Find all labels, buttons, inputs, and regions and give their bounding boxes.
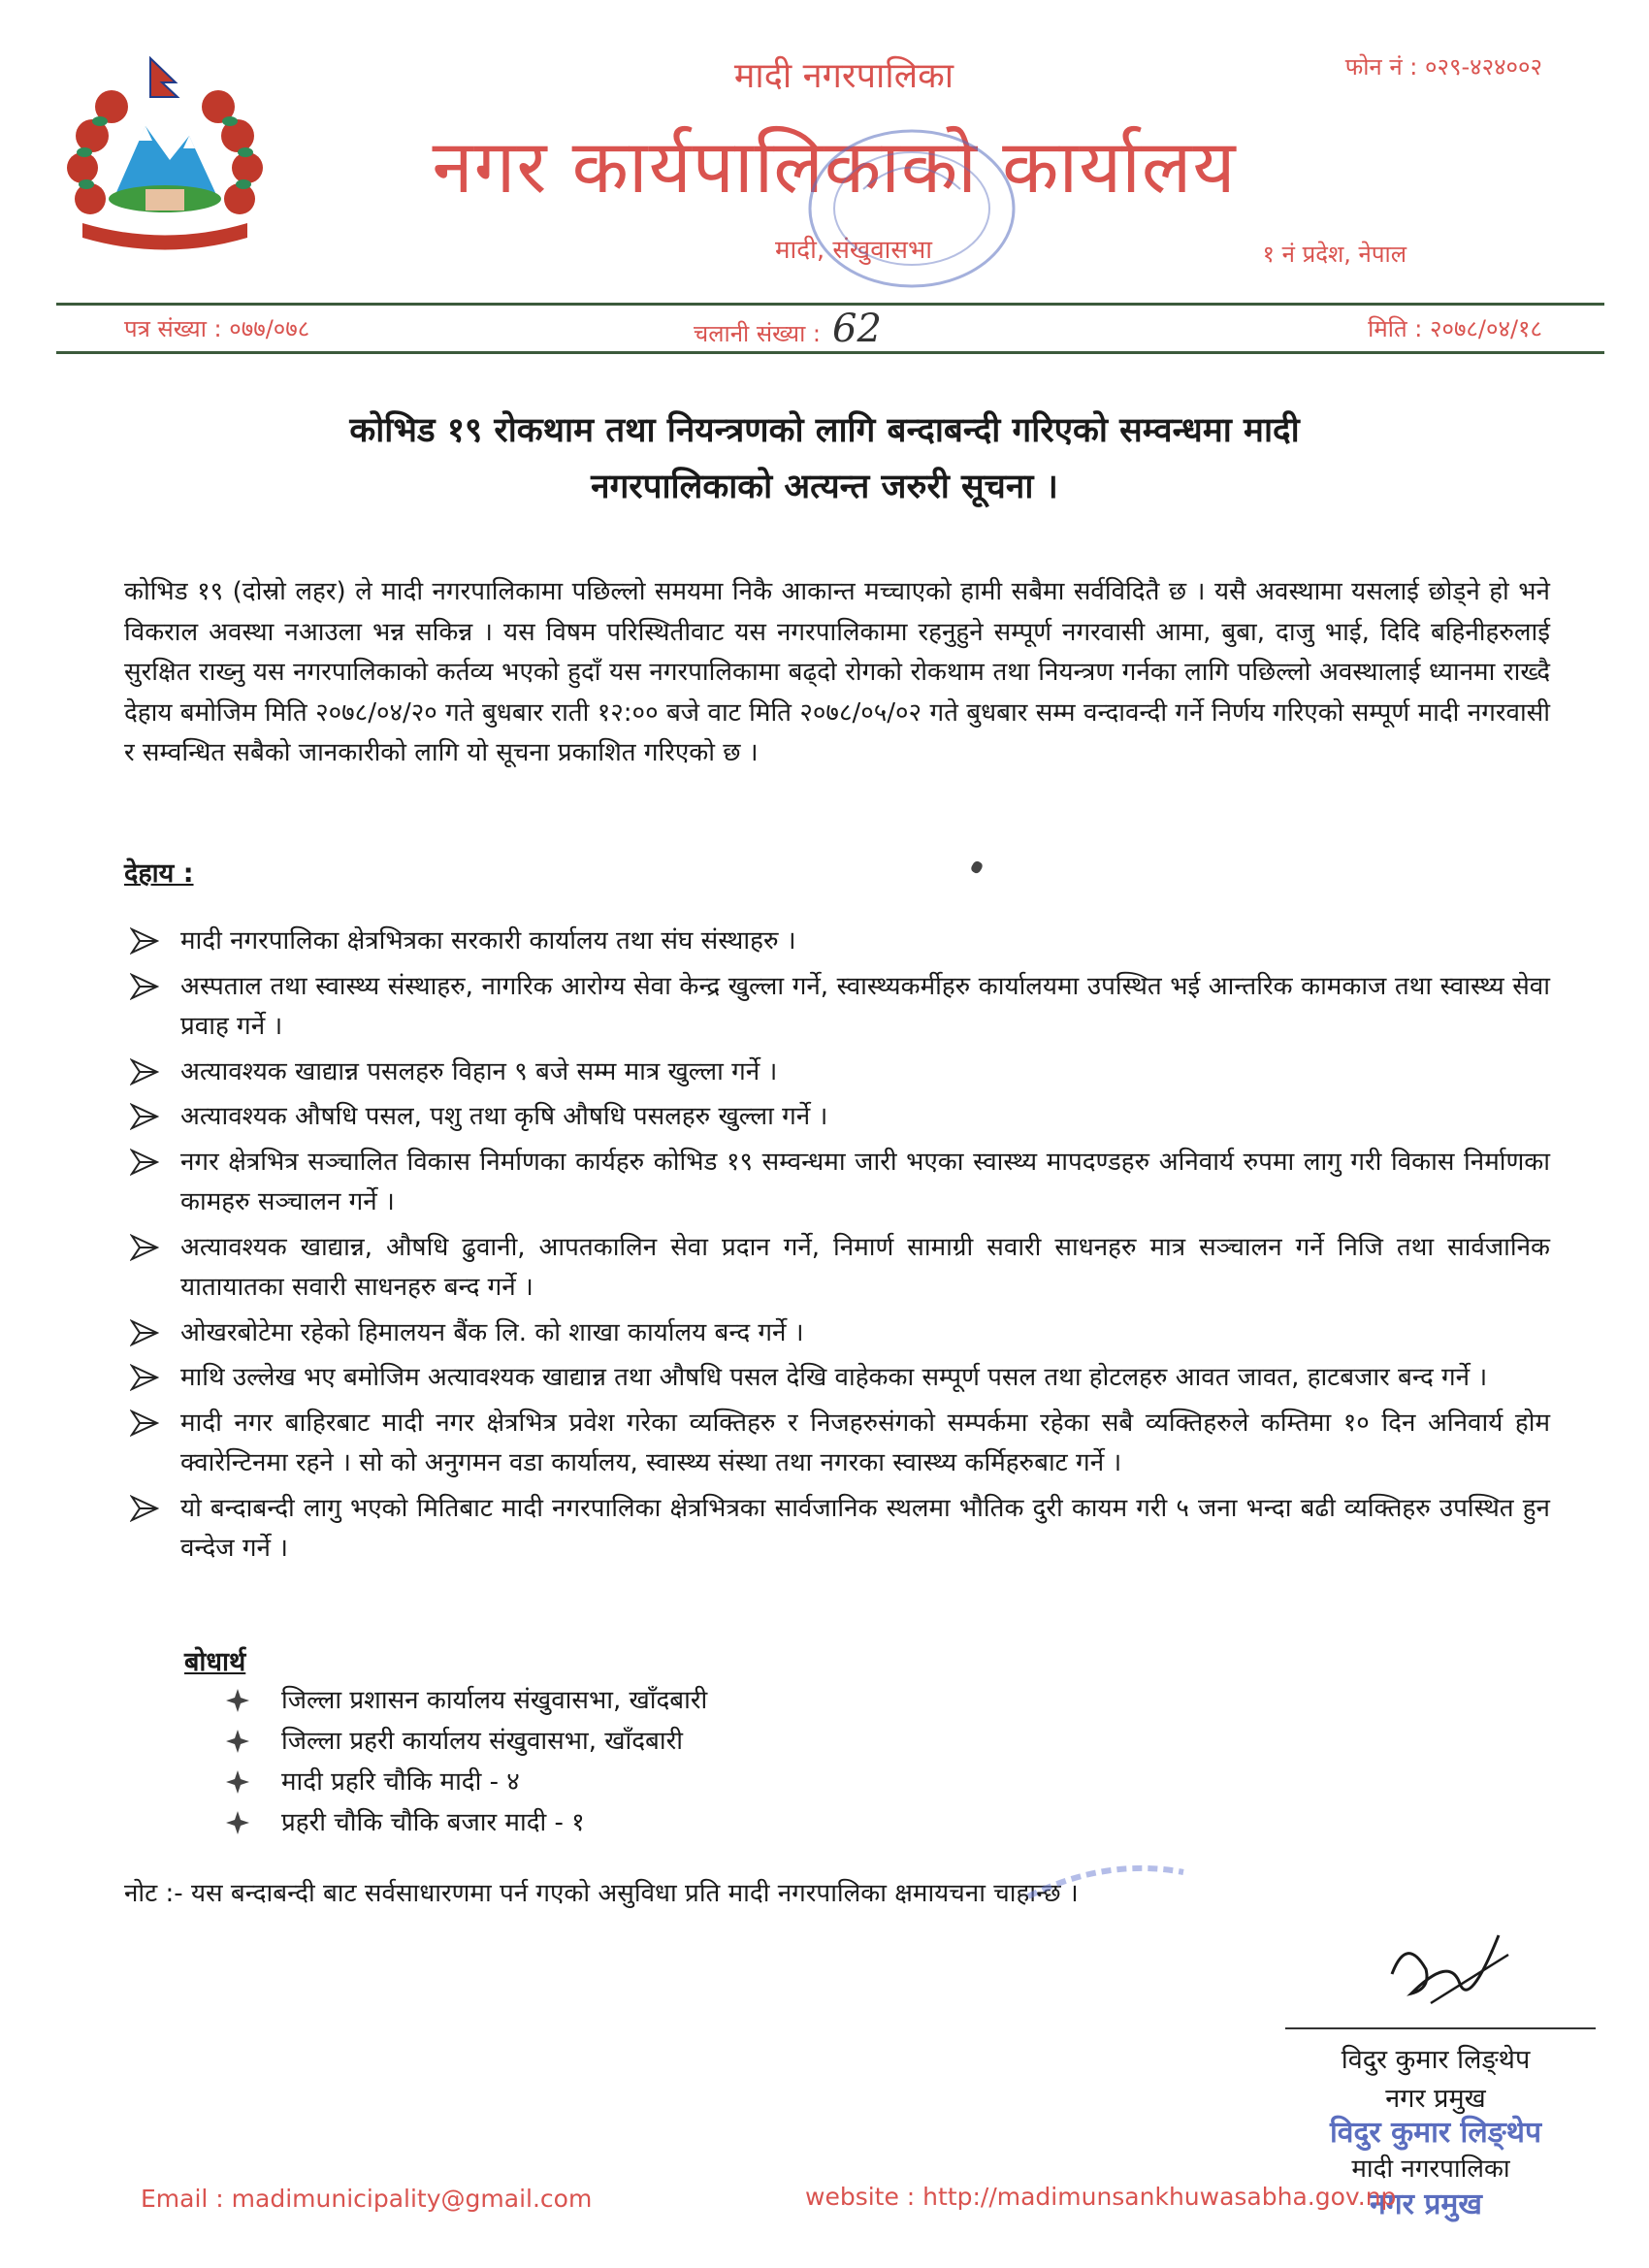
list-item-text: यो बन्दाबन्दी लागु भएको मितिबाट मादी नगरपालिका क्षेत्रभित्रका सार्वजानिक स्थलमा भौतिक दुरी कायम गरी ५ जना भन्दा बढी व्यक्तिहरु उपस्थित हुन वन्देज गर्ने । [180, 1493, 1550, 1563]
list-item [124, 1053, 1550, 1093]
faint-stamp-mark [1018, 1853, 1193, 1911]
cc-item [225, 1721, 707, 1762]
arrow-bullet-icon [130, 1409, 159, 1437]
diamond-bullet-icon [225, 1729, 250, 1754]
arrow-bullet-icon [130, 927, 159, 955]
office-name: नगर कार्यपालिकाको कार्यालय [432, 123, 1237, 210]
cc-item-text: जिल्ला प्रशासन कार्यालय संखुवासभा, खाँदबारी [281, 1686, 708, 1715]
list-item-text: ओखरबोटेमा रहेको हिमालयन बैंक लि. को शाखा कार्यालय बन्द गर्ने । [180, 1317, 804, 1347]
cc-title: बोधार्थ [184, 1647, 246, 1677]
list-item-text: नगर क्षेत्रभित्र सञ्चालित विकास निर्माणका कार्यहरु कोभिड १९ सम्वन्धमा जारी भएका स्वास्थ्य मापदण्डहरु अनिवार्य रुपमा लागु गरी विकास निर्माणका कामहरु सञ्चालन गर्ने । [180, 1147, 1550, 1216]
cc-item-text: जिल्ला प्रहरी कार्यालय संखुवासभा, खाँदबारी [281, 1727, 684, 1756]
list-item [124, 1489, 1550, 1570]
diamond-bullet-icon [225, 1688, 250, 1713]
municipality-name: मादी नगरपालिका [733, 56, 954, 96]
letter-date: मिति : २०७८/०४/१८ [1368, 315, 1542, 342]
round-office-seal-stamp [795, 116, 1028, 301]
list-item-text: मादी नगर बाहिरबाट मादी नगर क्षेत्रभित्र प्रवेश गरेका व्यक्तिहरु र निजहरुसंगको सम्पर्कमा रहेका सबै व्यक्तिहरुले कम्तिमा १० दिन अनिवार्य होम क्वारेन्टिनमा रहने । सो को अनुगमन वडा कार्यालय, स्वास्थ्य संस्था तथा नगरका स्वास्थ्य कर्मिहरुबाट गर्ने । [180, 1408, 1550, 1477]
list-item [124, 1097, 1550, 1138]
cc-item [225, 1680, 707, 1721]
list-item [124, 1358, 1550, 1399]
arrow-bullet-icon [130, 1319, 159, 1346]
list-item [124, 1143, 1550, 1223]
footer-email: Email : madimunicipality@gmail.com [141, 2185, 593, 2213]
footer-website: website : http://madimunsankhuwasabha.gov.np [805, 2183, 1397, 2211]
signatory-title: नगर प्रमुख [1385, 2084, 1486, 2114]
province-label: १ नं प्रदेश, नेपाल [1262, 241, 1406, 268]
arrow-bullet-icon [130, 1364, 159, 1391]
cc-item-text: प्रहरी चौकि चौकि बजार मादी - १ [281, 1808, 585, 1837]
list-item-text: अत्यावश्यक औषधि पसल, पशु तथा कृषि औषधि पसलहरु खुल्ला गर्ने । [180, 1102, 828, 1131]
notice-title [146, 403, 1504, 515]
arrow-bullet-icon [130, 1058, 159, 1085]
notice-title-line-2: नगरपालिकाको अत्यन्त जरुरी सूचना । [591, 468, 1058, 506]
section-title: देहाय : [124, 859, 194, 889]
apology-note: नोट :- यस बन्दाबन्दी बाट सर्वसाधारणमा पर्न गएको असुविधा प्रति मादी नगरपालिका क्षमायचना चाहान्छ । [124, 1879, 1079, 1908]
dispatch-number-field [694, 307, 882, 351]
list-item-text: मादी नगरपालिका क्षेत्रभित्रका सरकारी कार्यालय तथा संघ संस्थाहरु । [180, 926, 796, 956]
diamond-bullet-icon [225, 1769, 250, 1795]
phone-number: फोन नं : ०२९-४२४००२ [1344, 53, 1542, 81]
dispatch-label: चलानी संख्या : [694, 320, 822, 347]
arrow-bullet-icon [130, 1495, 159, 1522]
office-address: मादी, संखुवासभा [775, 236, 932, 265]
cc-item [225, 1762, 707, 1802]
signature-line [1285, 2027, 1596, 2029]
arrow-bullet-icon [130, 973, 159, 1000]
list-item-text: अस्पताल तथा स्वास्थ्य संस्थाहरु, नागरिक आरोग्य सेवा केन्द्र खुल्ला गर्ने, स्वास्थ्यकर्मीहरु कार्यालयमा उपस्थित भई आन्तरिक कामकाज तथा स्वास्थ्य सेवा प्रवाह गर्ने । [180, 971, 1550, 1041]
handwritten-signature [1373, 1916, 1518, 2023]
cc-item-text: मादी प्रहरि चौकि मादी - ४ [281, 1767, 520, 1797]
arrow-bullet-icon [130, 1234, 159, 1261]
list-item-text: माथि उल्लेख भए बमोजिम अत्यावश्यक खाद्यान्न तथा औषधि पसल देखि वाहेकका सम्पूर्ण पसल तथा होटलहरु आवत जावत, हाटबजार बन्द गर्ने । [180, 1363, 1488, 1392]
list-item [124, 1313, 1550, 1354]
list-item [124, 1404, 1550, 1484]
header-rule-top [56, 303, 1604, 306]
list-item [124, 1228, 1550, 1309]
directive-list [124, 922, 1550, 1574]
cc-item [225, 1802, 707, 1843]
list-item-text: अत्यावश्यक खाद्यान्न, औषधि ढुवानी, आपतकालिन सेवा प्रदान गर्ने, निमार्ण सामाग्री सवारी साधनहरु मात्र सञ्चालन गर्ने निजि तथा सार्वजानिक यातायातका सवारी साधनहरु बन्द गर्ने । [180, 1232, 1550, 1302]
stamp-org-text: मादी नगरपालिका [1351, 2155, 1510, 2184]
list-item [124, 967, 1550, 1048]
dispatch-number: 62 [832, 307, 882, 351]
notice-body-paragraph: कोभिड १९ (दोस्रो लहर) ले मादी नगरपालिकामा पछिल्लो समयमा निकै आकान्त मच्चाएको हामी सबैमा सर्वविदितै छ । यसै अवस्थामा यसलाई छोड्ने हो भने विकराल अवस्था नआउला भन्न सकिन्न । यस विषम परिस्थितीवाट यस नगरपालिकामा रहनुहुने सम्पूर्ण नगरवासी आमा, बुबा, दाजु भाई, दिदि बहिनीहरुलाई सुरक्षित राख्नु यस नगरपालिकाको कर्तव्य भएको हुदाँ यस नगरपालिकामा बढ्दो रोगको रोकथाम तथा नियन्त्रण गर्नका लागि पछिल्लो अवस्थालाई ध्यानमा राख्दै देहाय बमोजिम मिति २०७८/०४/२० गते बुधबार राती १२:०० बजे वाट मिति २०७८/०५/०२ गते बुधबार सम्म वन्दावन्दी गर्ने निर्णय गरिएको सम्पूर्ण मादी नगरवासी र सम्वन्धित सबैको जानकारीको लागि यो सूचना प्रकाशित गरिएको छ । [124, 577, 1550, 767]
arrow-bullet-icon [130, 1103, 159, 1130]
signatory-name: विदुर कुमार लिङ्थेप [1341, 2045, 1531, 2075]
cc-list [225, 1680, 707, 1843]
ink-dot-mark [970, 859, 985, 874]
list-item [124, 922, 1550, 962]
arrow-bullet-icon [130, 1149, 159, 1176]
mayor-official-stamp [1261, 2113, 1610, 2229]
reference-number: पत्र संख्या : ०७७/०७८ [124, 315, 310, 342]
notice-title-line-1: कोभिड १९ रोकथाम तथा नियन्त्रणको लागि बन्दाबन्दी गरिएको सम्वन्धमा मादी [349, 411, 1300, 450]
header-rule-bottom [56, 351, 1604, 354]
stamp-title-text: नगर प्रमुख [1370, 2187, 1482, 2221]
list-item-text: अत्यावश्यक खाद्यान्न पसलहरु विहान ९ बजे सम्म मात्र खुल्ला गर्ने । [180, 1056, 778, 1086]
stamp-name-text: विदुर कुमार लिङ्थेप [1330, 2116, 1541, 2150]
diamond-bullet-icon [225, 1810, 250, 1835]
